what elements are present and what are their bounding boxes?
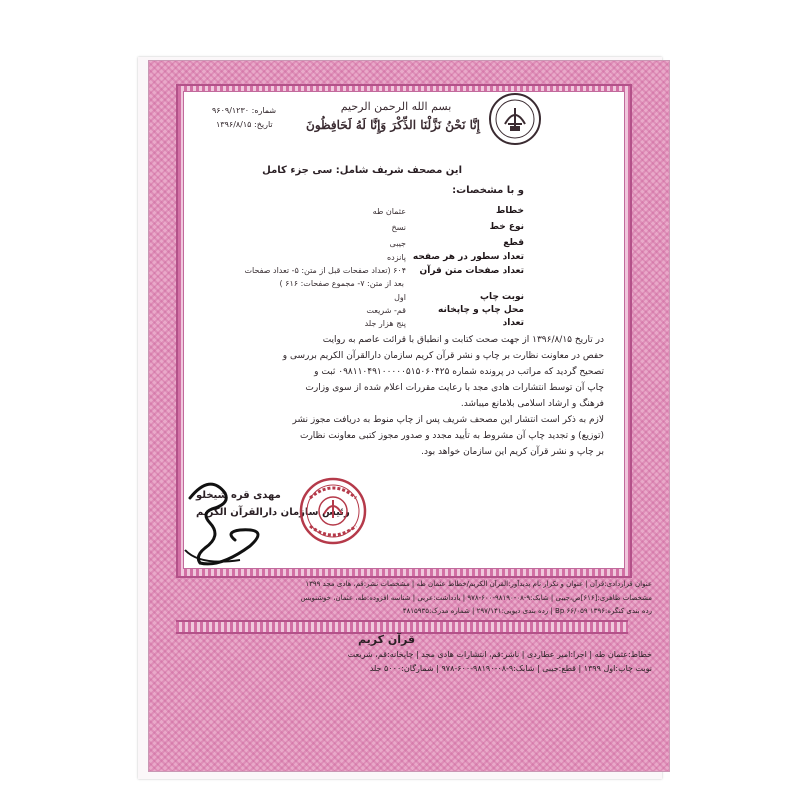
basmala: بسم الله الرحمن الرحيم	[340, 100, 452, 113]
quran-verse: إِنَّا نَحْنُ نَزَّلْنَا الذِّكْرَ وَإِنَّا لَهُ لَحَافِظُونَ	[306, 118, 480, 132]
spec-value-pages: ۶۰۴ (تعداد صفحات قبل از متن: ۵- تعداد صفحات	[244, 266, 406, 275]
paragraph-line: در تاریخ ۱۳۹۶/۸/۱۵ از جهت صحت کتابت و انطباق با قرائت عاصم به روایت	[322, 335, 604, 345]
paragraph-line: تصحیح گردید که مراتب در پرونده شماره ۰۹۸۱۱۰۴۹۱۰۰۰۰۰۵۱۵۰۶۰۴۲۵ ثبت و	[314, 367, 604, 377]
spec-value-pages-cont: بعد از متن: ۷- مجموع صفحات: ۶۱۶ )	[279, 279, 404, 288]
spec-value-calligrapher: عثمان طه	[372, 207, 406, 216]
spec-value-lines: پانزده	[386, 253, 406, 262]
decorative-lower-band	[176, 620, 628, 634]
paragraph-line: (توزیع) و تجدید چاپ آن مشروط به تأیید مجدد و صدور مجوز کتبی معاونت نظارت	[299, 431, 604, 441]
certification-paragraph	[186, 332, 604, 412]
spec-label-edition: نوبت چاپ	[480, 292, 524, 302]
document-number: شماره: ۹۶۰۹/۱۲۳۰	[212, 106, 277, 115]
conditions-paragraph	[186, 412, 604, 460]
paragraph-line: لازم به ذکر است انتشار این مصحف شریف پس از چاپ منوط به دریافت مجوز نشر	[292, 415, 604, 425]
paragraph-line: حفص در معاونت نظارت بر چاپ و نشر قرآن کریم سازمان دارالقرآن الکریم بررسی و	[282, 351, 604, 361]
spec-value-script: نسخ	[391, 223, 406, 232]
catalog-line-1: عنوان قراردادی:قرآن | عنوان و نکرار نام پدیدآور:القرآن الکریم/خطاط عثمان طه | مشخصات نشر:قم، هادی مجد ۱۳۹۹	[305, 580, 652, 588]
paragraph-line: چاپ آن توسط انتشارات هادی مجد با رعایت مقررات اعلام شده از سوی وزارت	[305, 383, 604, 393]
intro-line: این مصحف شریف شامل: سی جزء کامل	[262, 165, 462, 176]
signatory-name: مهدی قره شیخلو	[196, 490, 281, 501]
document-date: تاریخ: ۱۳۹۶/۸/۱۵	[216, 120, 273, 129]
signatory-title: رئیس سازمان دارالقرآن الکریم	[196, 507, 350, 518]
catalog-line-2: مشخصات ظاهری:[۶۱۶]ص،جیبی | شابک:۹-۰۸-۹۸۱۹۰-۶۰۰-۹۷۸ | یادداشت:عربی | شناسه افزوده:طه، عثمان، خوشنویس	[300, 594, 652, 602]
spec-value-edition: اول	[394, 293, 406, 302]
paragraph-line: فرهنگ و ارشاد اسلامی بلامانع میباشد.	[460, 399, 604, 409]
spec-label-calligrapher: خطاط	[496, 206, 524, 216]
spec-label-count: تعداد	[502, 318, 524, 328]
spec-label-lines: تعداد سطور در هر صفحه	[412, 252, 524, 262]
handwritten-signature-icon	[180, 468, 310, 578]
catalog-line-3: رده بندی کنگره:۱۳۹۶ ۶۶/۰۵۹ Bp | رده بندی دیویی:۲۹۷/۱۴۱ | شماره مدرک:۴۸۱۵۹۳۵	[402, 607, 652, 615]
spec-value-size: جیبی	[389, 239, 406, 248]
spec-label-size: قطع	[503, 238, 524, 248]
spec-value-count: پنج هزار جلد	[364, 319, 406, 328]
official-seal-icon	[298, 476, 368, 546]
specs-heading: و با مشخصات:	[452, 185, 524, 196]
footer-line-1: خطاط:عثمان طه | اجرا:امیر عطاردی | ناشر:قم، انتشارات هادی مجد | چاپخانه:قم، شریعت	[347, 650, 652, 659]
spec-value-printer: قم- شریعت	[366, 306, 406, 315]
spec-label-pages: تعداد صفحات متن قرآن	[419, 266, 524, 276]
paragraph-line: بر چاپ و نشر قرآن کریم این سازمان خواهد بود.	[421, 447, 604, 457]
footer-line-2: نوبت چاپ:اول ۱۳۹۹ | قطع:جیبی | شابک:۹-۰۸-۹۸۱۹۰-۶۰۰-۹۷۸ | شمارگان:۵۰۰۰ جلد	[369, 664, 652, 673]
spec-label-script: نوع خط	[489, 222, 524, 232]
spec-label-printer: محل چاپ و چاپخانه	[438, 305, 524, 315]
footer-title: قرآن کریم	[358, 633, 416, 646]
